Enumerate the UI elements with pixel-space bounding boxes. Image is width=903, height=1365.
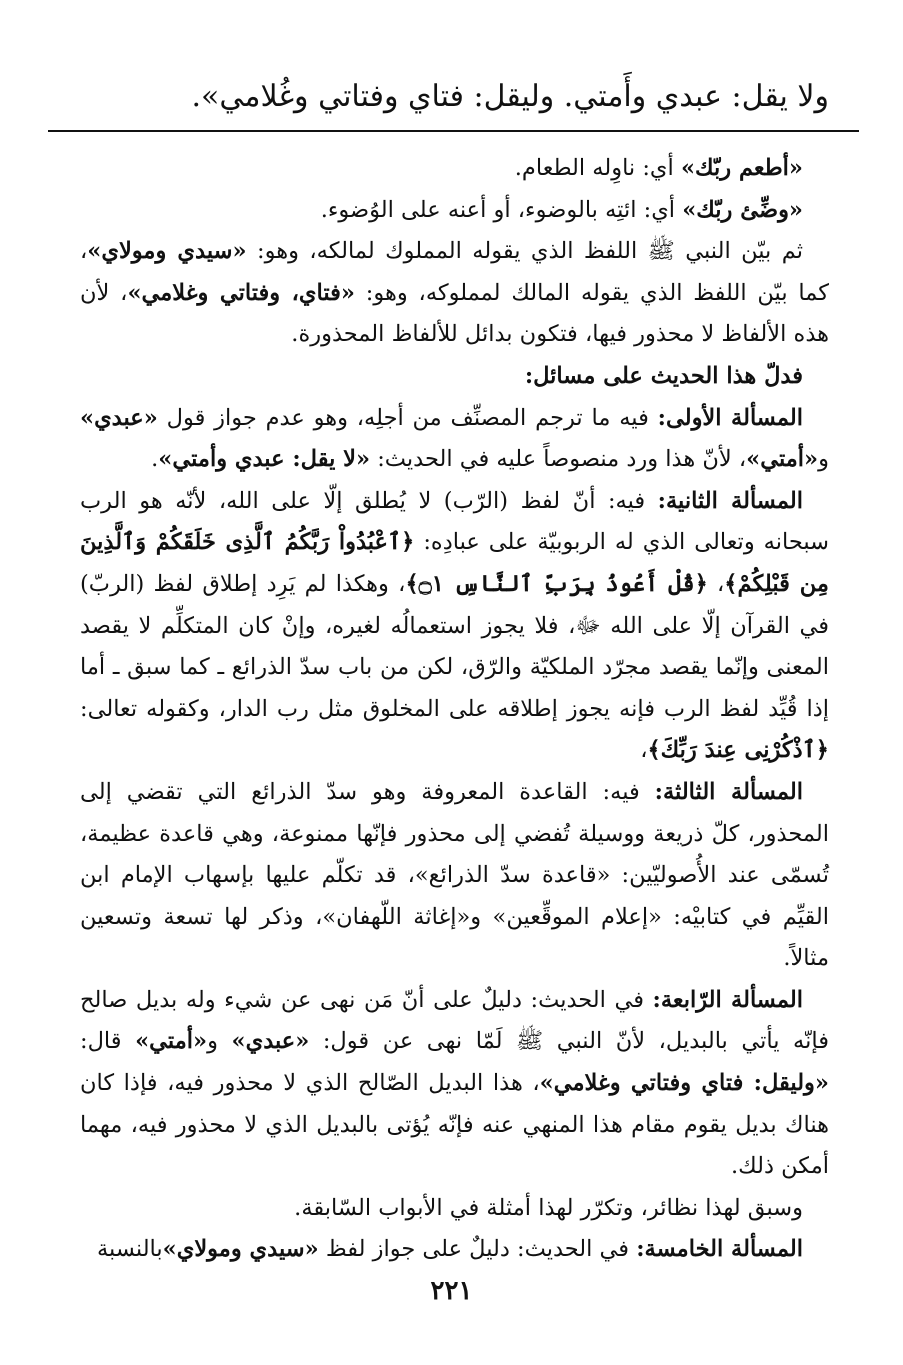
page-number: ٢٢١	[430, 1276, 473, 1306]
paragraph-9	[80, 1188, 829, 1230]
text-run: ،	[640, 737, 648, 764]
paragraph-7	[80, 772, 829, 980]
text-run: أي: ناوِله الطعام.	[514, 155, 681, 181]
bold-run: ﴿ٱذْكُرْنِى عِندَ رَبِّكَ﴾	[647, 737, 829, 764]
page-body	[80, 148, 829, 1271]
text-run: فيه ما ترجم المصنِّف من أجلِه، وهو عدم جواز قول	[157, 404, 658, 431]
paragraph-10	[80, 1229, 829, 1271]
paragraph-2	[80, 190, 829, 232]
text-run: ، هذا البديل الصّالح الذي لا محذور فيه، فإذا كان هناك بديل يقوم مقام هذا المنهي عنه فإنّه يُؤتى بالبديل الذي لا محذور فيه، مهما أمكن ذلك.	[80, 1070, 829, 1180]
bold-run: ﴿قُلْ أَعُوذُ بِرَبِّ ٱلنَّاسِ ۝١﴾	[405, 570, 708, 597]
text-run: أي: ائتِه بالوضوء، أو أعنه على الوُضوء.	[320, 196, 683, 223]
bold-run: «فتاي، وفتاتي وغلامي»	[127, 279, 355, 306]
text-run: و	[818, 446, 829, 473]
text-run: ثم بيّن النبي ﷺ اللفظ الذي يقوله المملوك لمالكه، وهو:	[246, 238, 803, 265]
header-rule	[48, 130, 859, 132]
paragraph-1	[80, 148, 829, 190]
bold-run: «عبدي»	[231, 1028, 310, 1055]
bold-run: ﴿ٱعْبُدُواْ رَبَّكُمُ ٱلَّذِى خَلَقَكُمْ وَٱلَّذِينَ مِن قَبْلِكُمْ﴾	[80, 529, 829, 597]
paragraph-6	[80, 481, 829, 772]
paragraph-4	[80, 356, 829, 398]
bold-run: المسألة الثالثة:	[654, 778, 804, 805]
running-header: ولا يقل: عبدي وأَمتي. وليقل: فتاي وفتاتي وغُلامي».	[191, 79, 829, 114]
bold-run: «أمتي»	[746, 446, 819, 473]
bold-run: «سيدي ومولاي»	[162, 1236, 319, 1263]
text-run: في الحديث: دليلٌ على أنّ مَن نهى عن شيء وله بديل صالح فإنّه يأتي بالبديل، لأنّ النبي ﷺ لَمّا نهى عن قول:	[80, 986, 829, 1055]
bold-run: «لا يقل: عبدي وأمتي»	[158, 446, 371, 473]
text-run: ، لأن هذه الألفاظ لا محذور فيها، فتكون بدائل للألفاظ المحذورة.	[80, 279, 829, 348]
paragraph-3	[80, 231, 829, 356]
text-run: بالنسبة	[96, 1236, 163, 1263]
text-run: في الحديث: دليلٌ على جواز لفظ	[318, 1236, 637, 1263]
bold-run: فدلّ هذا الحديث على مسائل:	[524, 362, 803, 389]
bold-run: «أمتي»	[135, 1028, 208, 1055]
bold-run: المسألة الأولى:	[657, 404, 803, 431]
text-run: فيه: القاعدة المعروفة وهو سدّ الذرائع التي تقضي إلى المحذور، كلّ ذريعة ووسيلة تُفضي إلى محذور فإنّها ممنوعة، وهي قاعدة عظيمة، تُسمّى عند الأُصوليّين: «قاعدة سدّ الذرائع»، قد تكلّم عليها بإسهاب الإمام ابن القيِّم في كتابيْه: «إعلام الموقِّعين» و«إغاثة اللّهفان»، وذكر لها تسعة وتسعين مثالاً.	[80, 778, 829, 972]
bold-run: «سيدي ومولاي»	[87, 238, 247, 265]
paragraph-8	[80, 980, 829, 1188]
text-run: و	[207, 1028, 232, 1055]
text-run: ، وهكذا لم يَرِد إطلاق لفظ (الربّ) في القرآن إلّا على الله ﷻ، فلا يجوز استعمالُه لغيره، وإنْ كان المتكلِّم لا يقصد المعنى وإنّما يقصد مجرّد الملكيّة والرّق، لكن من باب سدّ الذرائع ـ كما سبق ـ أما إذا قُيِّد لفظ الرب فإنه يجوز إطلاقه على المخلوق مثل رب الدار، وكقوله تعالى:	[80, 570, 829, 722]
text-run: ، لأنّ هذا ورد منصوصاً عليه في الحديث:	[370, 446, 747, 473]
bold-run: المسألة الرّابعة:	[652, 986, 803, 1013]
bold-run: «عبدي»	[80, 404, 158, 431]
text-run: قال:	[80, 1028, 136, 1055]
text-run: ، كما بيّن اللفظ الذي يقوله المالك لمملوكه، وهو:	[80, 238, 829, 306]
text-run: ،	[707, 570, 725, 597]
text-run: فيه: أنّ لفظ (الرّب) لا يُطلق إلّا على الله، لأنّه هو الرب سبحانه وتعالى الذي له الربوبيّة على عبادِه:	[80, 487, 829, 556]
bold-run: المسألة الخامسة:	[636, 1236, 803, 1263]
bold-run: «أطعم ربّك»	[680, 155, 803, 181]
bold-run: «وضِّئ ربّك»	[682, 196, 803, 223]
bold-run: المسألة الثانية:	[657, 487, 803, 514]
paragraph-5	[80, 398, 829, 481]
text-run: .	[151, 446, 159, 473]
text-run: وسبق لهذا نظائر، وتكرّر لهذا أمثلة في الأبواب السّابقة.	[294, 1194, 803, 1221]
bold-run: «وليقل: فتاي وفتاتي وغلامي»	[539, 1070, 829, 1097]
